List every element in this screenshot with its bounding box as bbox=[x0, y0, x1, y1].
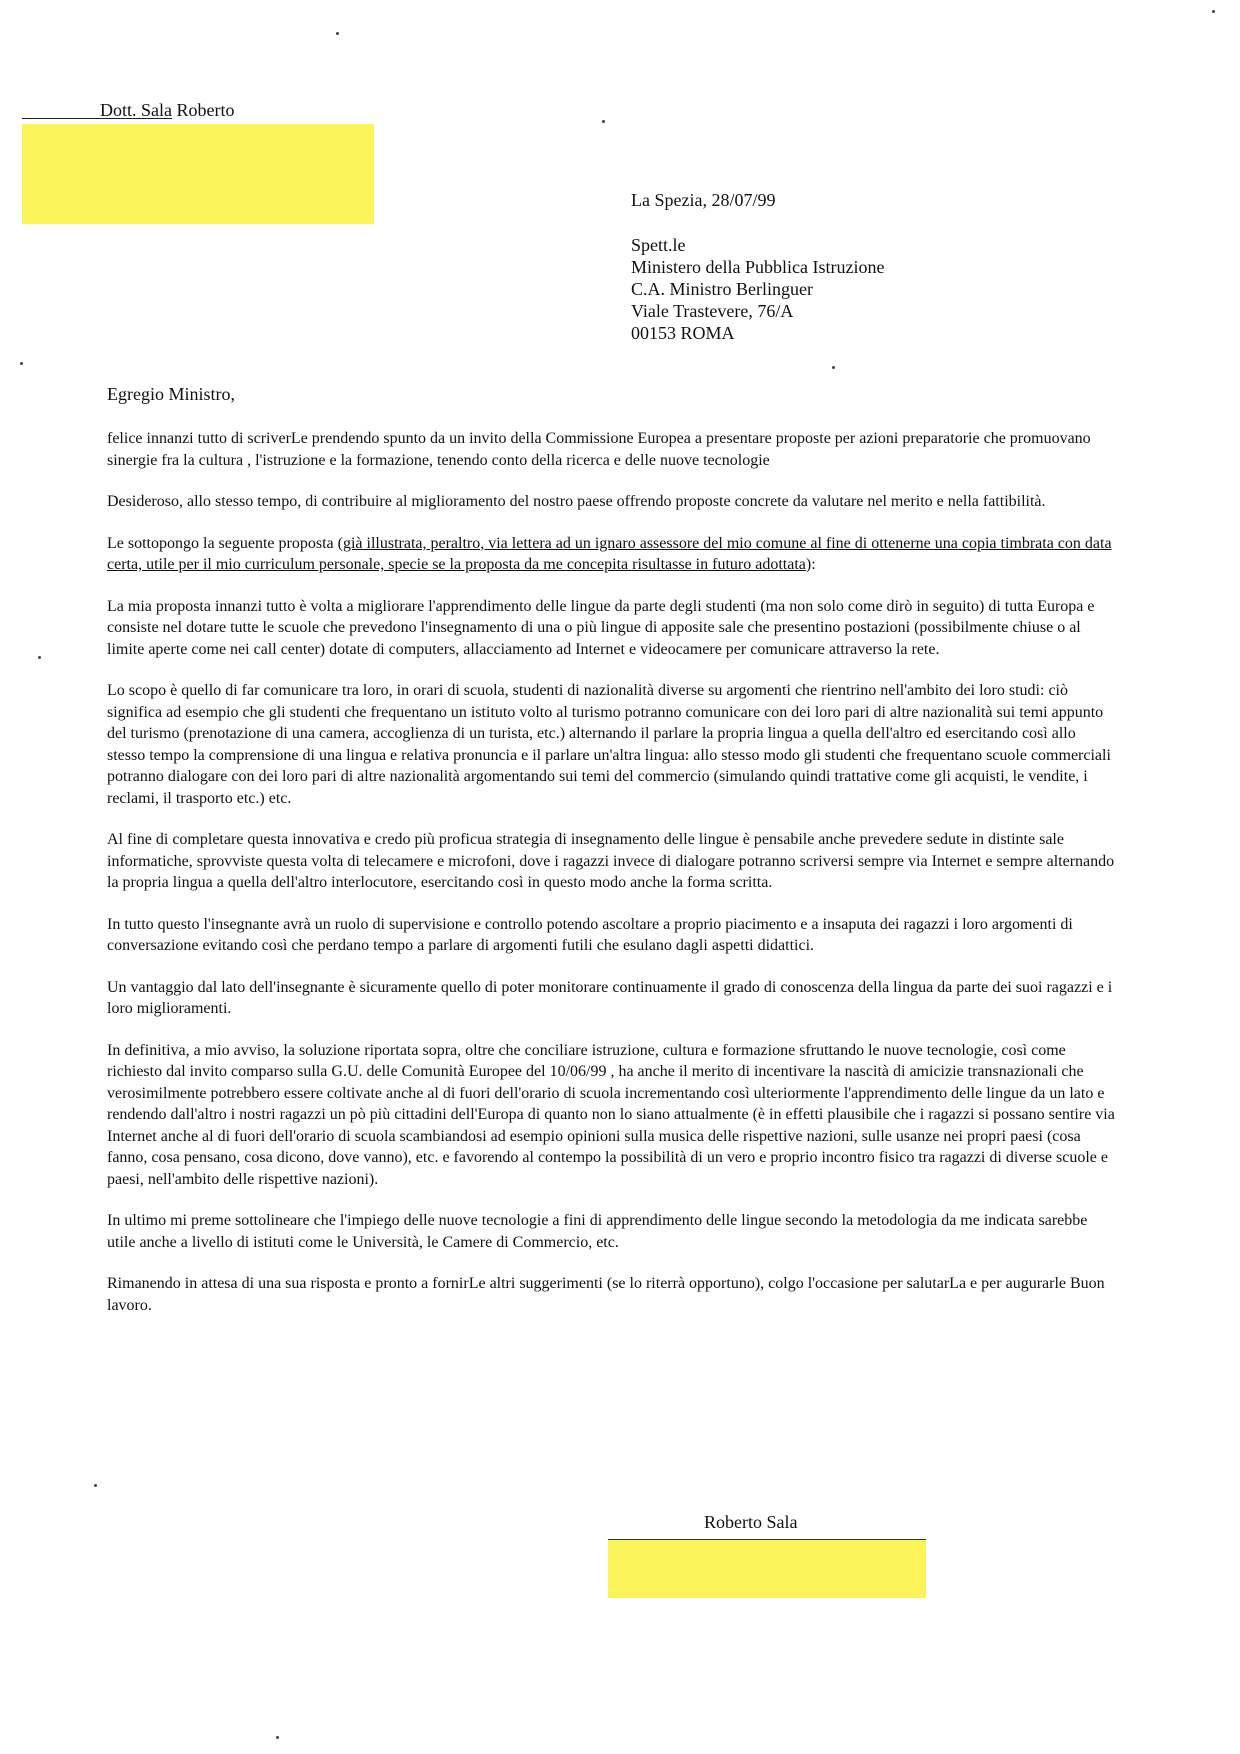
paragraph: Al fine di completare questa innovativa e credo più proficua strategia di insegnamento delle lingue è pensabile anche prevedere sedute in distinte sale informatiche, sprovviste questa volta di telecamere e microfoni, dove i ragazzi invece di dialogare potranno scriversi sempre via Internet e sempre alternando la propria lingua a quella dell'altro interlocutore, esercitando così in questo modo anche la forma scritta. bbox=[107, 831, 1115, 891]
paragraph: In tutto questo l'insegnante avrà un ruolo di supervisione e controllo potendo ascoltare a proprio piacimento e a insaputa dei ragazzi i loro argomenti di conversazione evitando così che perdano tempo a parlare di argomenti futili che esulano dagli aspetti didattici. bbox=[107, 915, 1073, 954]
recipient-line: Viale Trastevere, 76/A bbox=[631, 301, 794, 321]
redacted-address-block bbox=[22, 124, 374, 224]
scan-speck bbox=[20, 362, 23, 365]
paragraph: Lo scopo è quello di far comunicare tra loro, in orari di scuola, studenti di nazionalità diverse su argomenti che rientrino nell'ambito dei loro studi: ciò significa ad esempio che gli studenti che frequentano un istituto volto al turismo potranno comunicare con dei loro pari di altre nazionalità sui temi appunto del turismo (prenotazione di una camera, accoglienza di un turista, etc.) alternando il parlare la propria lingua a quella dell'altro ed esercitando così allo stesso tempo la comprensione di una lingua e relativa pronuncia e il parlare un'altra lingua: allo stesso modo gli studenti che frequentano scuole commerciali potranno dialogare con dei loro pari di altre nazionalità argomentando sui temi del commercio (simulando quindi trattative come gli acquisti, le vendite, i reclami, il trasporto etc.) etc. bbox=[107, 682, 1111, 807]
recipient-line: Spett.le bbox=[631, 235, 686, 255]
paragraph-text: Le sottopongo la seguente proposta ( bbox=[107, 534, 343, 552]
scan-speck bbox=[94, 1484, 97, 1487]
paragraph: La mia proposta innanzi tutto è volta a migliorare l'apprendimento delle lingue da parte degli studenti (ma non solo come dirò in seguito) di tutta Europa e consiste nel dotare tutte le scuole che prevedono l'insegnamento di una o più lingue di apposite sale che presentino postazioni (possibilmente chiuse o al limite aperte come nei call center) dotate di computers, allacciamento ad Internet e videocamere per comunicare attraverso la rete. bbox=[107, 597, 1095, 658]
paragraph: In ultimo mi preme sottolineare che l'impiego delle nuove tecnologie a fini di apprendimento delle lingue secondo la metodologia da me indicata sarebbe utile anche a livello di istituti come le Università, le Camere di Commercio, etc. bbox=[107, 1212, 1088, 1251]
underlined-note: già illustrata, peraltro, via lettera ad un ignaro assessore del mio comune al fine di ottenerne una copia timbrata con data certa, utile per il mio curriculum personale, specie se la proposta da me concepita risultasse in futuro adottata bbox=[107, 534, 1112, 573]
recipient-address bbox=[631, 234, 884, 344]
scan-speck bbox=[1212, 10, 1215, 13]
salutation: Egregio Ministro, bbox=[107, 384, 235, 404]
paragraph: In definitiva, a mio avviso, la soluzione riportata sopra, oltre che conciliare istruzione, cultura e formazione sfruttando le nuove tecnologie, così come richiesto dal invito comparso sulla G.U. delle Comunità Europee del 10/06/99 , ha anche il merito di incentivare la nascità di amicizie transnazionali che verosimilmente potrebbero essere coltivate anche al di fuori dell'orario di scuola incrementando così ulteriormente l'apprendimento delle lingue da un lato e rendendo dall'altro i nostri ragazzi un pò più cittadini dell'Europa di quanto non lo siano attualmente (è in effetti plausibile che i ragazzi si possano sentire via Internet anche al di fuori dell'orario di scuola scambiandosi ad esempio opinioni sulla musica delle rispettive nazioni, sulle usanze nei propri paesi (cosa fanno, cosa pensano, cosa dicono, dove vanno), etc. e favorendo al contempo la possibilità di un vero e proprio incontro fisico tra ragazzi di diverse scuole e paesi, nell'ambito delle rispettive nazioni). bbox=[107, 1041, 1115, 1188]
redacted-signature bbox=[608, 1540, 926, 1598]
scan-speck bbox=[38, 656, 41, 659]
paragraph: Desideroso, allo stesso tempo, di contribuire al miglioramento del nostro paese offrendo proposte concrete da valutare nel merito e nella fattibilità. bbox=[107, 493, 1046, 510]
letter-body bbox=[107, 428, 1117, 1336]
paragraph-text: ): bbox=[805, 556, 816, 573]
scan-speck bbox=[602, 120, 605, 123]
paragraph: Un vantaggio dal lato dell'insegnante è sicuramente quello di poter monitorare continuamente il grado di conoscenza della lingua da parte dei suoi ragazzi e i loro miglioramenti. bbox=[107, 978, 1113, 1017]
recipient-line: 00153 ROMA bbox=[631, 323, 735, 343]
scan-speck bbox=[276, 1736, 279, 1739]
scan-speck bbox=[832, 366, 835, 369]
paragraph: felice innanzi tutto di scriverLe prendendo spunto da un invito della Commissione Europea a presentare proposte per azioni preparatorie che promuovano sinergie fra la cultura , l'istruzione e la formazione, tenendo conto della ricerca e delle nuove tecnologie bbox=[107, 430, 1091, 469]
sender-name: Dott. Sala Roberto bbox=[100, 100, 235, 120]
recipient-line: Ministero della Pubblica Istruzione bbox=[631, 257, 885, 277]
recipient-line: C.A. Ministro Berlinguer bbox=[631, 279, 813, 299]
date-line: La Spezia, 28/07/99 bbox=[631, 190, 776, 210]
paragraph-proposal-intro bbox=[107, 533, 1117, 576]
scan-speck bbox=[336, 32, 339, 35]
signature-name: Roberto Sala bbox=[704, 1512, 798, 1532]
paragraph-closing: Rimanendo in attesa di una sua risposta e pronto a fornirLe altri suggerimenti (se lo riterrà opportuno), colgo l'occasione per salutarLa e per augurarle Buon lavoro. bbox=[107, 1275, 1105, 1314]
